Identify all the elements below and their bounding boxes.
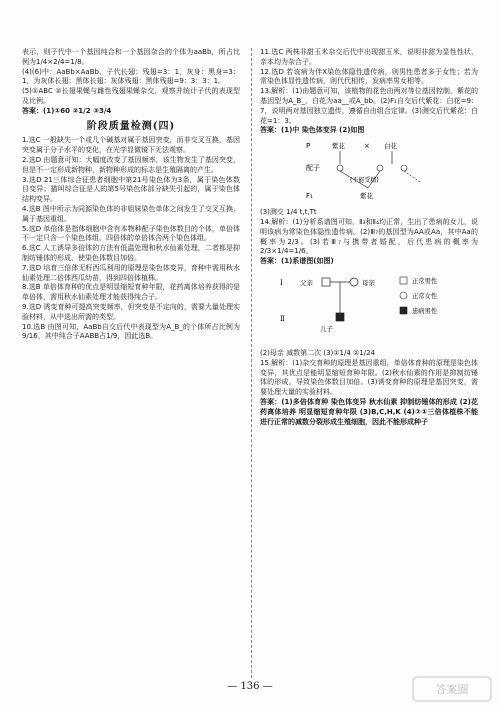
answer-item-6: 6.选C 人工诱导多倍体的方法有低温处理和秋水仙素处理，二者都是抑制纺锤体的形成，使染色体数目加倍。 (22, 244, 240, 262)
answer-item-2: 2.选D 由题意可知：大幅度改变了基因频率，该生物发生了基因突变，但是不一定形成新物种，新物种形成的标志是生殖隔离的产生。 (22, 155, 240, 174)
page (22, 48, 478, 678)
parent2-label: 白花 (384, 142, 397, 151)
gamete-1 (337, 165, 343, 171)
f1-phenotype: 紫花 (360, 192, 373, 201)
note-label: (不能受精) (350, 177, 379, 185)
answer-item-14-answer: 答案：(1)系谱图(如图) (260, 257, 334, 266)
answer-item-13-tail: (3)测交 1/4 t,t,Tt (260, 208, 317, 217)
left-top-para-1: 表示，则子代中一个基因纯合和一个基因杂合的个体为aaBb，所占比例为1/4×2/4=1/8。 (22, 48, 240, 66)
parent1-label: 紫花 (332, 142, 345, 151)
left-column (22, 48, 240, 342)
answer-item-15: 15.解析：(1)杂交育种的原理是基因重组，单倍体育种的原理是染色体变异，其优点是能明显缩短育种年限。(2)秋水仙素的作用是抑制纺锤体的形成，导致染色体数目加倍。(3)诱变育种的原理是基因突变，需要处理大量的实验材料。 (260, 358, 478, 397)
section-title: 阶段质量检测(四) (86, 120, 176, 132)
father-label: 父亲 (300, 278, 313, 287)
genetic-cross-svg (260, 138, 478, 206)
legend-normal-female-symbol (400, 292, 407, 299)
cross-symbol: × (364, 142, 370, 151)
pedigree-svg (260, 269, 478, 347)
gamete-label: 配子 (306, 164, 320, 173)
watermark-text: 答案圈 (435, 683, 469, 696)
answer-item-7: 7.选D 培育三倍体无籽西瓜利用的原理是染色体变异，育种中需用秋水仙素处理二倍体西瓜幼苗，得到四倍体植株。 (22, 263, 240, 282)
answer-item-9: 9.选D 诱变育种可提高突变频率，但突变是不定向的，需要大量处理实验材料，从中选出所需的类型。 (22, 302, 240, 321)
generation-1-label: Ⅰ (280, 278, 283, 287)
answer-item-12: 12.选D 若该病为伴X染色体隐性遗传病，则男性患者多于女性；若为常染色体显性遗传病，则代代相传，发病率男女相等。 (260, 67, 478, 86)
genetic-cross-diagram (260, 138, 478, 206)
column-divider (251, 48, 252, 678)
answer-item-15-answer: 答案：(1)多倍体育种 染色体变异 秋水仙素 抑制纺锤体的形成 (2)花药离体培养 明显缩短育种年限 (3)B,C,H,K (4)②①三倍体植株不能进行正常的减数分裂形成生殖细胞，因此不能形成种子 (260, 397, 478, 426)
pedigree-chart (260, 269, 478, 347)
left-top-answer: 答案：(1)①60 ②1/2 ③3/4 (22, 106, 112, 115)
legend-affected-male: 患病男性 (412, 307, 438, 315)
answer-item-10: 10.选B 由图可知，AaBb自交后代中表现型为A_B_的个体所占比例为9/16，其中纯合子AABB占1/9，因此选B。 (22, 322, 240, 341)
son-symbol (336, 313, 344, 321)
left-top-para-3: (5)①ABC ②长翅果蝇与雌性残翅果蝇杂交，观察并统计子代的表现型及比例。 (22, 87, 240, 105)
watermark-logo (412, 676, 492, 702)
cross-line-3 (404, 171, 420, 182)
answer-item-3: 3.选D 21三体综合征患者细胞中第21号染色体为3条，属于染色体数目变异；猫叫综合征是人的第5号染色体部分缺失引起的，属于染色体结构变异。 (22, 175, 240, 204)
mother-label: 母亲 (362, 278, 375, 287)
f1-label: F₁ (306, 192, 313, 201)
answer-item-4: 4.选B 图中所示为同源染色体的非姐妹染色单体之间发生了交叉互换，属于基因重组。 (22, 204, 240, 223)
gamete-3 (401, 165, 407, 171)
father-symbol (322, 278, 330, 286)
answer-item-1: 1.选C 一般缺失一个或几个碱基对属于基因突变，而非交叉互换，基因突变属于分子水平的变化，在光学显微镜下无法观察。 (22, 136, 240, 155)
legend-normal-male: 正常男性 (412, 277, 438, 285)
p-label: P (306, 142, 311, 151)
answer-item-11: 11.选C 两株非甜玉米杂交后代中出现甜玉米，说明非甜为显性性状，亲本均为杂合子。 (260, 48, 478, 66)
legend-normal-female: 正常女性 (412, 292, 438, 300)
answer-item-13: 13.解析：(1)由题意可知，该植物的花色由两对等位基因控制，紫花的基因型为A_B_，白花为aa__或A_bb。(2)F₁自交后代紫花：白花=9：7，说明两对基因独立遗传，遵循自由组合定律。(3)测交后代紫花：白花=1：3。 (260, 87, 478, 125)
son-label: 儿子 (320, 324, 333, 333)
answer-item-8: 8.选B 单倍体育种的优点是明显缩短育种年限，花药离体培养获得的是单倍体，需用秋水仙素处理才能获得纯合子。 (22, 283, 240, 302)
answer-item-13-answer: 答案：(1)中 染色体变异 (2)如图 (260, 126, 365, 135)
answer-item-14: 14.解析：(1)分析系谱图可知，Ⅱ₃和Ⅱ₄均正常，生出了患病的女儿，说明该病为常染色体隐性遗传病。(2)Ⅲ₇的基因型为AA或Aa，其中Aa的概率为2/3。(3)若Ⅲ₇与携带者婚配，后代患病的概率为2/3×1/4=1/6。 (260, 217, 478, 256)
mother-symbol (350, 278, 358, 286)
page-number: — 136 — (227, 681, 273, 692)
answer-item-5: 5.选D 单倍体是指体细胞中含有本物种配子染色体数目的个体，单倍体不一定只含一个染色体组。四倍体的单倍体含两个染色体组。 (22, 224, 240, 243)
right-column (260, 48, 478, 427)
left-top-para-2: (4)(6)中：AaBb×AaBb，子代长翅：残翅=3：1，灰身：黑身=3：1，为灰体长翅：黑体长翅：灰体残翅：黑体残翅=9：3：3：1。 (22, 67, 240, 86)
gamete-2 (377, 165, 383, 171)
generation-2-label: Ⅱ (280, 314, 285, 323)
legend-normal-male-symbol (400, 277, 407, 284)
legend-affected-male-symbol (400, 307, 407, 314)
answer-item-14-tail: (2)母亲 减数第二次 (3)①1/4 ②1/24 (260, 348, 376, 357)
